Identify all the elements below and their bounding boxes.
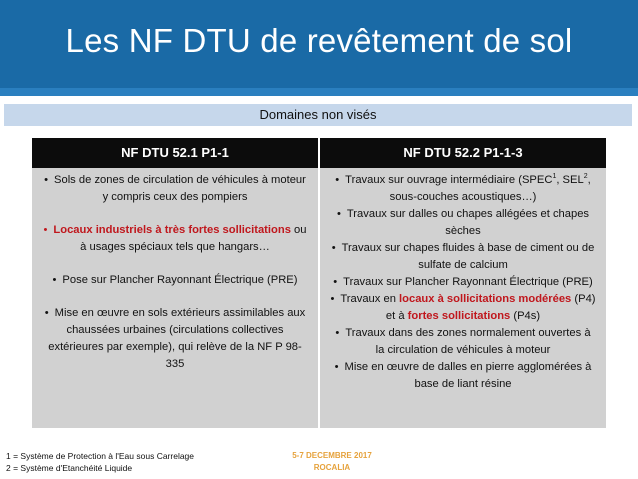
item-text: Travaux en [340, 293, 400, 305]
list-item [42, 272, 308, 289]
event-date: 5-7 DECEMBRE 2017 [292, 451, 372, 460]
bullet-icon: • [331, 242, 336, 254]
list-item [42, 305, 308, 373]
item-text-highlight: Locaux industriels à très fortes sollicitations [53, 224, 291, 236]
bullet-icon: • [43, 224, 48, 236]
item-text: Travaux dans des zones normalement ouvertes à la circulation de véhicules à moteur [345, 327, 591, 356]
footnotes [6, 450, 194, 474]
column-cell-dtu-52-2 [320, 168, 606, 428]
footnote-ref: 1 [552, 173, 557, 180]
item-text: , SEL [556, 174, 584, 186]
column-header-dtu-52-2: NF DTU 52.2 P1-1-3 [320, 138, 606, 168]
item-text: ou à usages spéciaux tels que hangars… [80, 224, 307, 253]
list-item [330, 274, 596, 291]
item-text-highlight: fortes sollicitations [407, 310, 511, 322]
column-cell-dtu-52-1 [32, 168, 318, 428]
footnote-2: 2 = Système d'Etanchéité Liquide [6, 463, 133, 473]
bullet-icon: • [336, 208, 341, 220]
item-text: (P4s) [510, 310, 541, 322]
item-text: Travaux sur Plancher Rayonnant Électrique (PRE) [343, 276, 593, 288]
item-text: Mise en œuvre en sols extérieurs assimilables aux chaussées urbaines (circulations collectives extérieures par exemple), qui relève de la NF P 98-335 [48, 307, 306, 370]
item-text: Sols de zones de circulation de véhicules à moteur y compris ceux des pompiers [54, 174, 306, 203]
list-item [330, 359, 596, 393]
item-text: (P4) et à [385, 293, 596, 322]
item-text: Travaux sur dalles ou chapes allégées et chapes sèches [346, 208, 590, 237]
bullet-icon: • [52, 274, 57, 286]
item-text: Mise en œuvre de dalles en pierre agglomérées à base de liant résine [344, 361, 592, 390]
subtitle-bar [4, 104, 632, 126]
comparison-table [32, 138, 606, 428]
item-text-highlight: locaux à sollicitations modérées [399, 293, 572, 305]
list-item [330, 206, 596, 240]
list-item [330, 240, 596, 274]
event-name: ROCALIA [313, 463, 351, 472]
bullet-icon: • [334, 361, 339, 373]
bullet-icon: • [333, 276, 338, 288]
subtitle: Domaines non visés [259, 107, 377, 122]
footnote-1: 1 = Système de Protection à l'Eau sous Carrelage [6, 451, 195, 461]
list-item [330, 172, 596, 206]
list-item [330, 291, 596, 325]
bullet-icon: • [335, 327, 340, 339]
column-header-dtu-52-1: NF DTU 52.1 P1-1 [32, 138, 318, 168]
footnote-ref: 2 [583, 173, 588, 180]
bullet-icon: • [44, 174, 49, 186]
item-text: Travaux sur ouvrage intermédiaire (SPEC [345, 174, 553, 186]
bullet-icon: • [330, 293, 335, 305]
item-text: Travaux sur chapes fluides à base de ciment ou de sulfate de calcium [341, 242, 595, 271]
item-text: Pose sur Plancher Rayonnant Électrique (PRE) [62, 274, 298, 286]
list-item [42, 172, 308, 206]
bullet-icon: • [44, 307, 49, 319]
item-text: , sous-couches acoustiques…) [389, 174, 591, 203]
event-footer [267, 450, 397, 474]
bullet-icon: • [335, 174, 340, 186]
list-item [42, 222, 308, 256]
list-item [330, 325, 596, 359]
header-banner [0, 0, 638, 95]
page-title: Les NF DTU de revêtement de sol [65, 22, 573, 59]
header-band [0, 88, 638, 96]
